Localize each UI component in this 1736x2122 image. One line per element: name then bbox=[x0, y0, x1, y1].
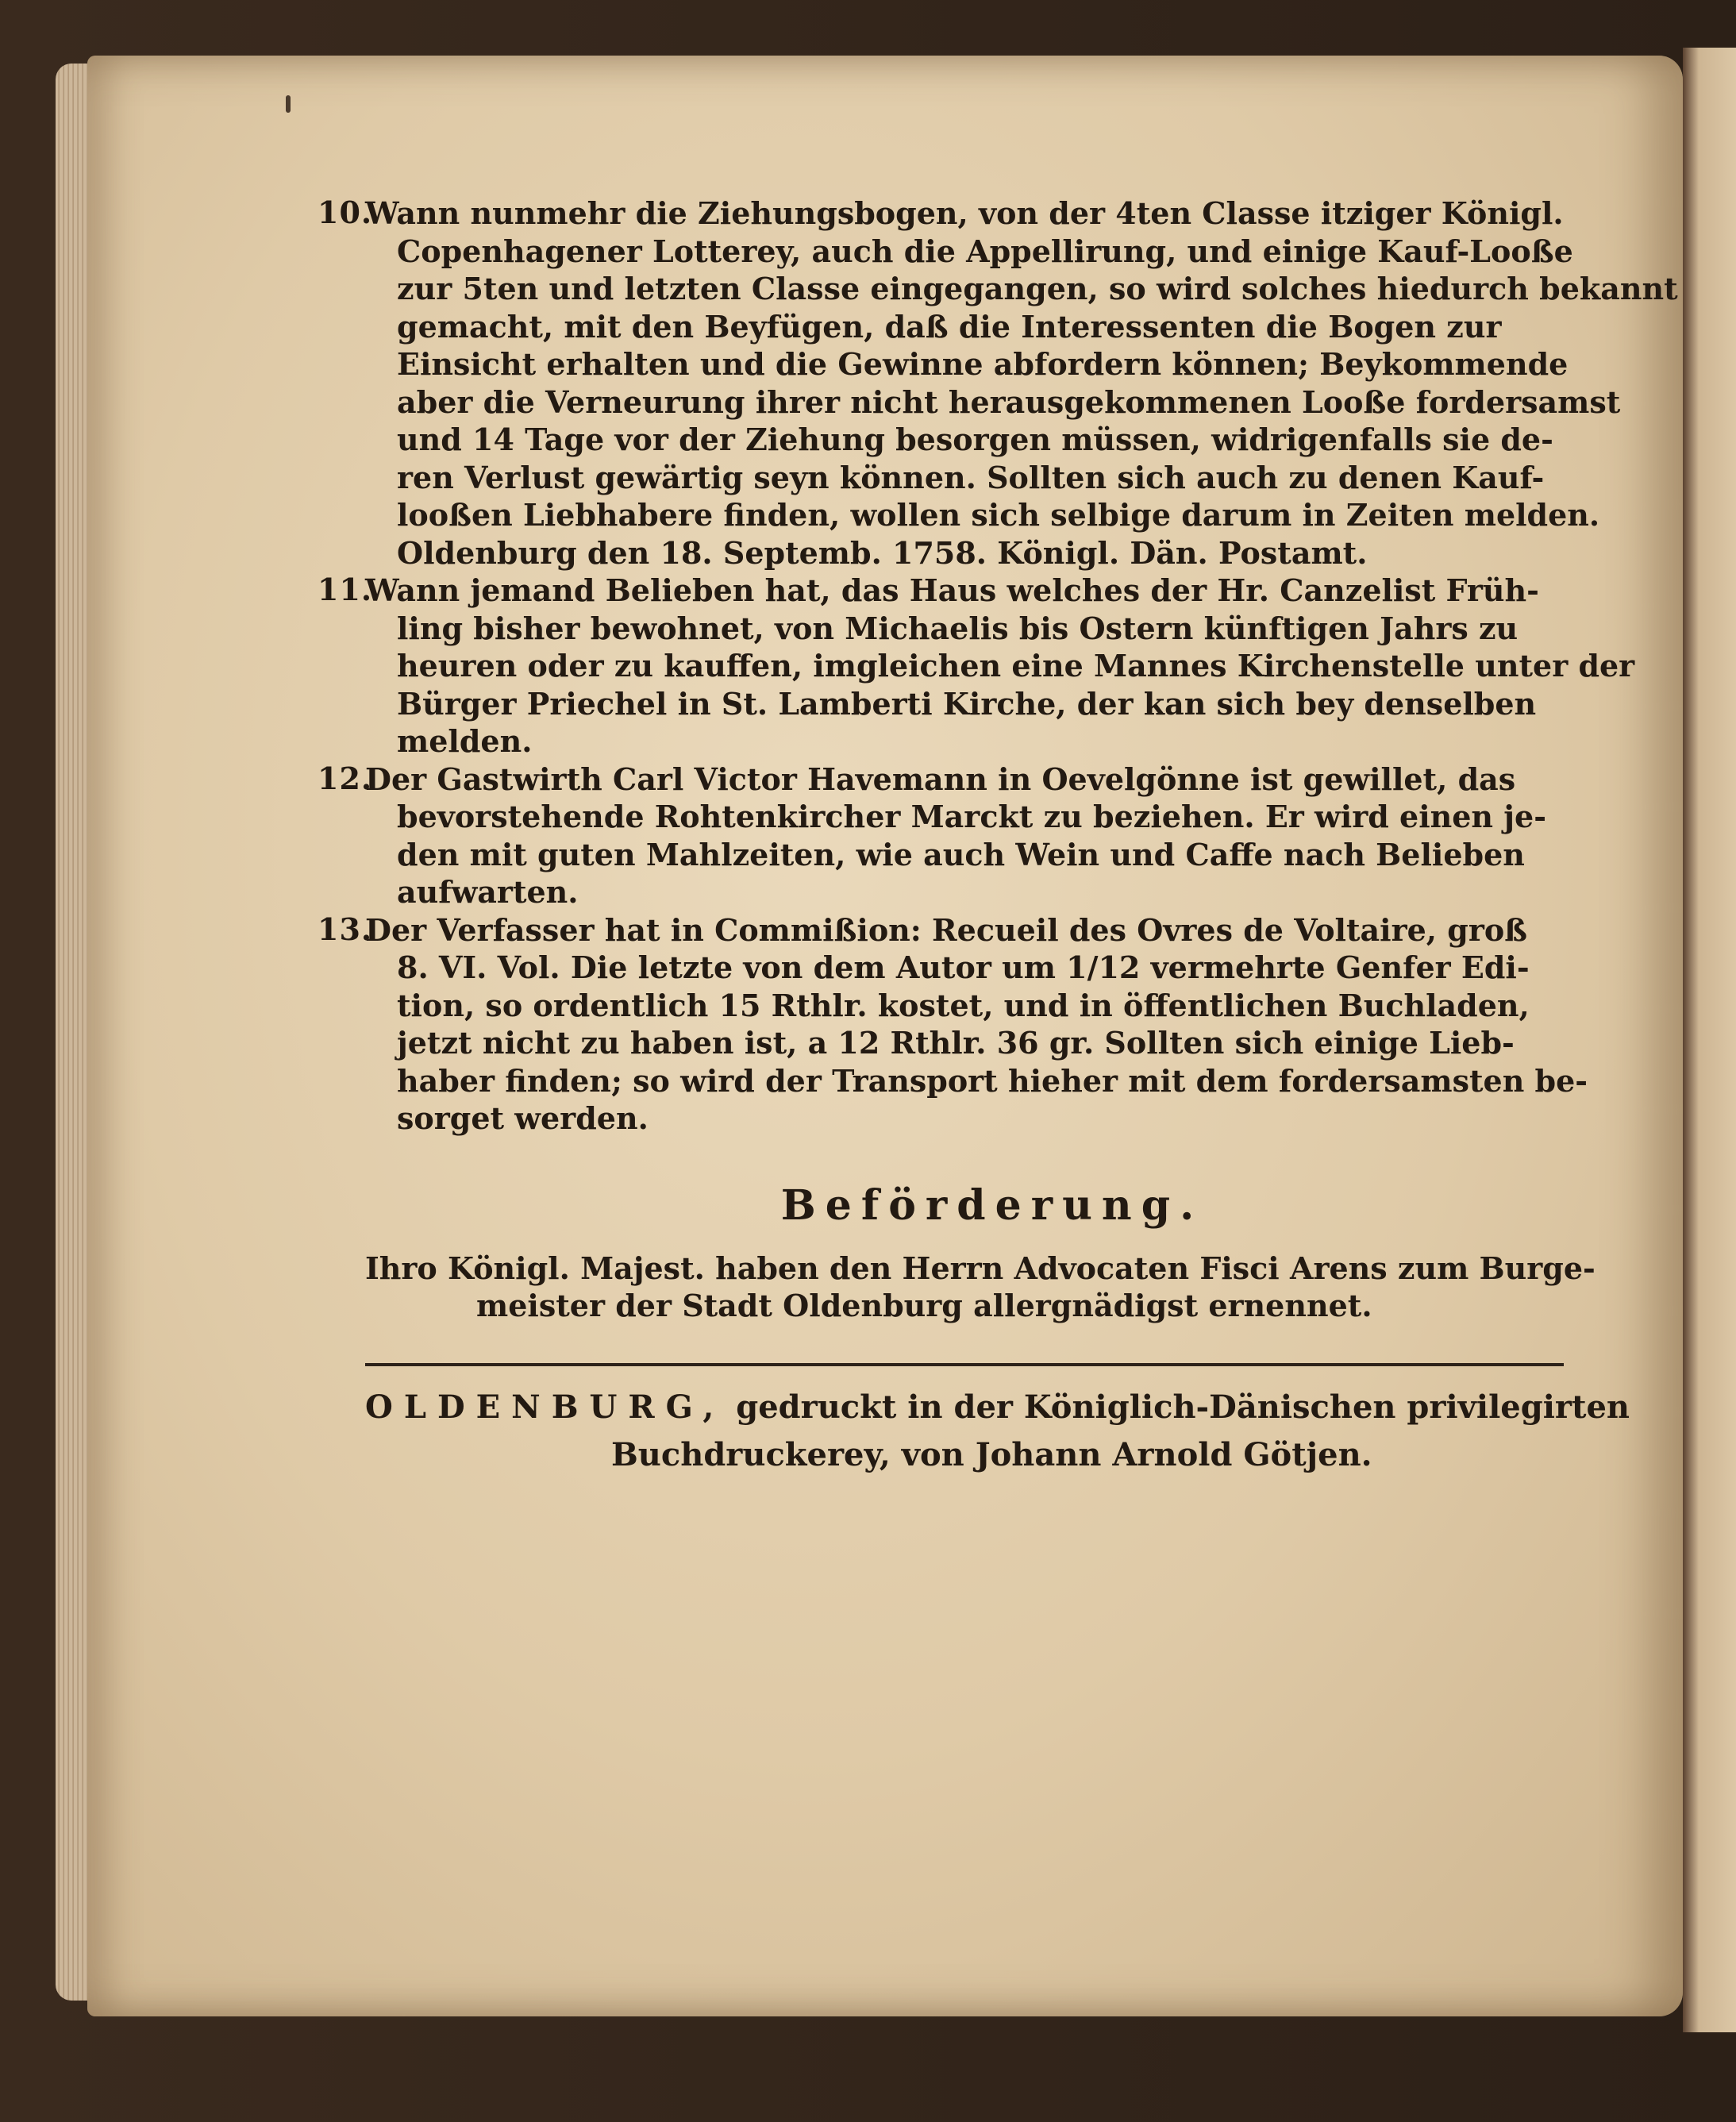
page-content bbox=[318, 194, 1678, 1479]
entry-text bbox=[365, 911, 1588, 1138]
text-line: Wann nunmehr die Ziehungsbogen, von der 4ten Classe itziger Königl. bbox=[365, 195, 1564, 231]
text-line: ren Verlust gewärtig seyn können. Sollten sich auch zu denen Kauf- bbox=[397, 459, 1545, 495]
pencil-mark bbox=[286, 95, 291, 113]
text-line: sorget werden. bbox=[397, 1100, 649, 1136]
text-line: heuren oder zu kauffen, imgleichen eine Mannes Kirchenstelle unter der bbox=[397, 648, 1635, 684]
notice-entry-10 bbox=[318, 194, 1678, 572]
entry-text bbox=[365, 194, 1678, 572]
imprint-line-2: Buchdruckerey, von Johann Arnold Götjen. bbox=[611, 1435, 1372, 1473]
text-line: tion, so ordentlich 15 Rthlr. kostet, und in öffentlichen Buchladen, bbox=[397, 987, 1530, 1023]
text-line: Copenhagener Lotterey, auch die Appellirung, und einige Kauf-Looße bbox=[397, 233, 1573, 269]
notice-entry-12 bbox=[318, 760, 1588, 911]
entry-number: 10. bbox=[318, 194, 373, 230]
entry-number: 11. bbox=[318, 572, 373, 607]
promotion-notice bbox=[365, 1250, 1596, 1325]
facing-page-edge bbox=[1683, 48, 1736, 2032]
notice-entry-13 bbox=[318, 911, 1588, 1138]
text-line: meister der Stadt Oldenburg allergnädigst ernennet. bbox=[476, 1288, 1372, 1323]
text-line: aufwarten. bbox=[397, 874, 579, 910]
divider-rule bbox=[365, 1363, 1564, 1366]
entry-number: 12. bbox=[318, 760, 373, 796]
text-line: Oldenburg den 18. Septemb. 1758. Königl. Dän. Postamt. bbox=[397, 534, 1368, 571]
text-line: 8. VI. Vol. Die letzte von dem Autor um 1/12 vermehrte Genfer Edi- bbox=[397, 949, 1530, 985]
text-line: aber die Verneurung ihrer nicht herausgekommenen Looße fordersamst bbox=[397, 383, 1621, 420]
entry-text bbox=[365, 761, 1588, 911]
text-line: melden. bbox=[397, 723, 533, 759]
text-line: Einsicht erhalten und die Gewinne abfordern können; Beykommende bbox=[397, 346, 1569, 382]
imprint-city: OLDENBURG, bbox=[365, 1388, 726, 1426]
text-line: den mit guten Mahlzeiten, wie auch Wein und Caffe nach Belieben bbox=[397, 836, 1525, 872]
entry-text bbox=[365, 572, 1635, 761]
text-line: Ihro Königl. Majest. haben den Herrn Advocaten Fisci Arens zum Burge- bbox=[365, 1250, 1596, 1286]
text-line: jetzt nicht zu haben ist, a 12 Rthlr. 36 gr. Sollten sich einige Lieb- bbox=[397, 1025, 1515, 1061]
text-line: looßen Liebhabere finden, wollen sich selbige darum in Zeiten melden. bbox=[397, 497, 1600, 533]
text-line: ling bisher bewohnet, von Michaelis bis Ostern künftigen Jahrs zu bbox=[397, 610, 1519, 646]
text-line: haber finden; so wird der Transport hieher mit dem fordersamsten be- bbox=[397, 1062, 1588, 1099]
text-line: zur 5ten und letzten Classe eingegangen, so wird solches hiedurch bekannt bbox=[397, 271, 1678, 306]
imprint-line-1 bbox=[365, 1384, 1630, 1431]
imprint-text: gedruckt in der Königlich-Dänischen privilegirten bbox=[736, 1388, 1630, 1426]
notice-entry-11 bbox=[318, 572, 1635, 761]
text-line: Der Gastwirth Carl Victor Havemann in Oevelgönne ist gewillet, das bbox=[365, 761, 1516, 797]
text-line: Bürger Priechel in St. Lamberti Kirche, der kan sich bey denselben bbox=[397, 685, 1537, 722]
section-heading: Beförderung. bbox=[780, 1180, 1204, 1230]
text-line: Der Verfasser hat in Commißion: Recueil des Ovres de Voltaire, groß bbox=[365, 911, 1528, 948]
text-line: Wann jemand Belieben hat, das Haus welches der Hr. Canzelist Früh- bbox=[365, 572, 1539, 608]
entry-number: 13. bbox=[318, 911, 373, 947]
text-line: und 14 Tage vor der Ziehung besorgen müssen, widrigenfalls sie de- bbox=[397, 422, 1553, 457]
printer-imprint bbox=[365, 1384, 1630, 1479]
text-line: bevorstehende Rohtenkircher Marckt zu beziehen. Er wird einen je- bbox=[397, 799, 1546, 834]
text-line: gemacht, mit den Beyfügen, daß die Interessenten die Bogen zur bbox=[397, 308, 1502, 345]
